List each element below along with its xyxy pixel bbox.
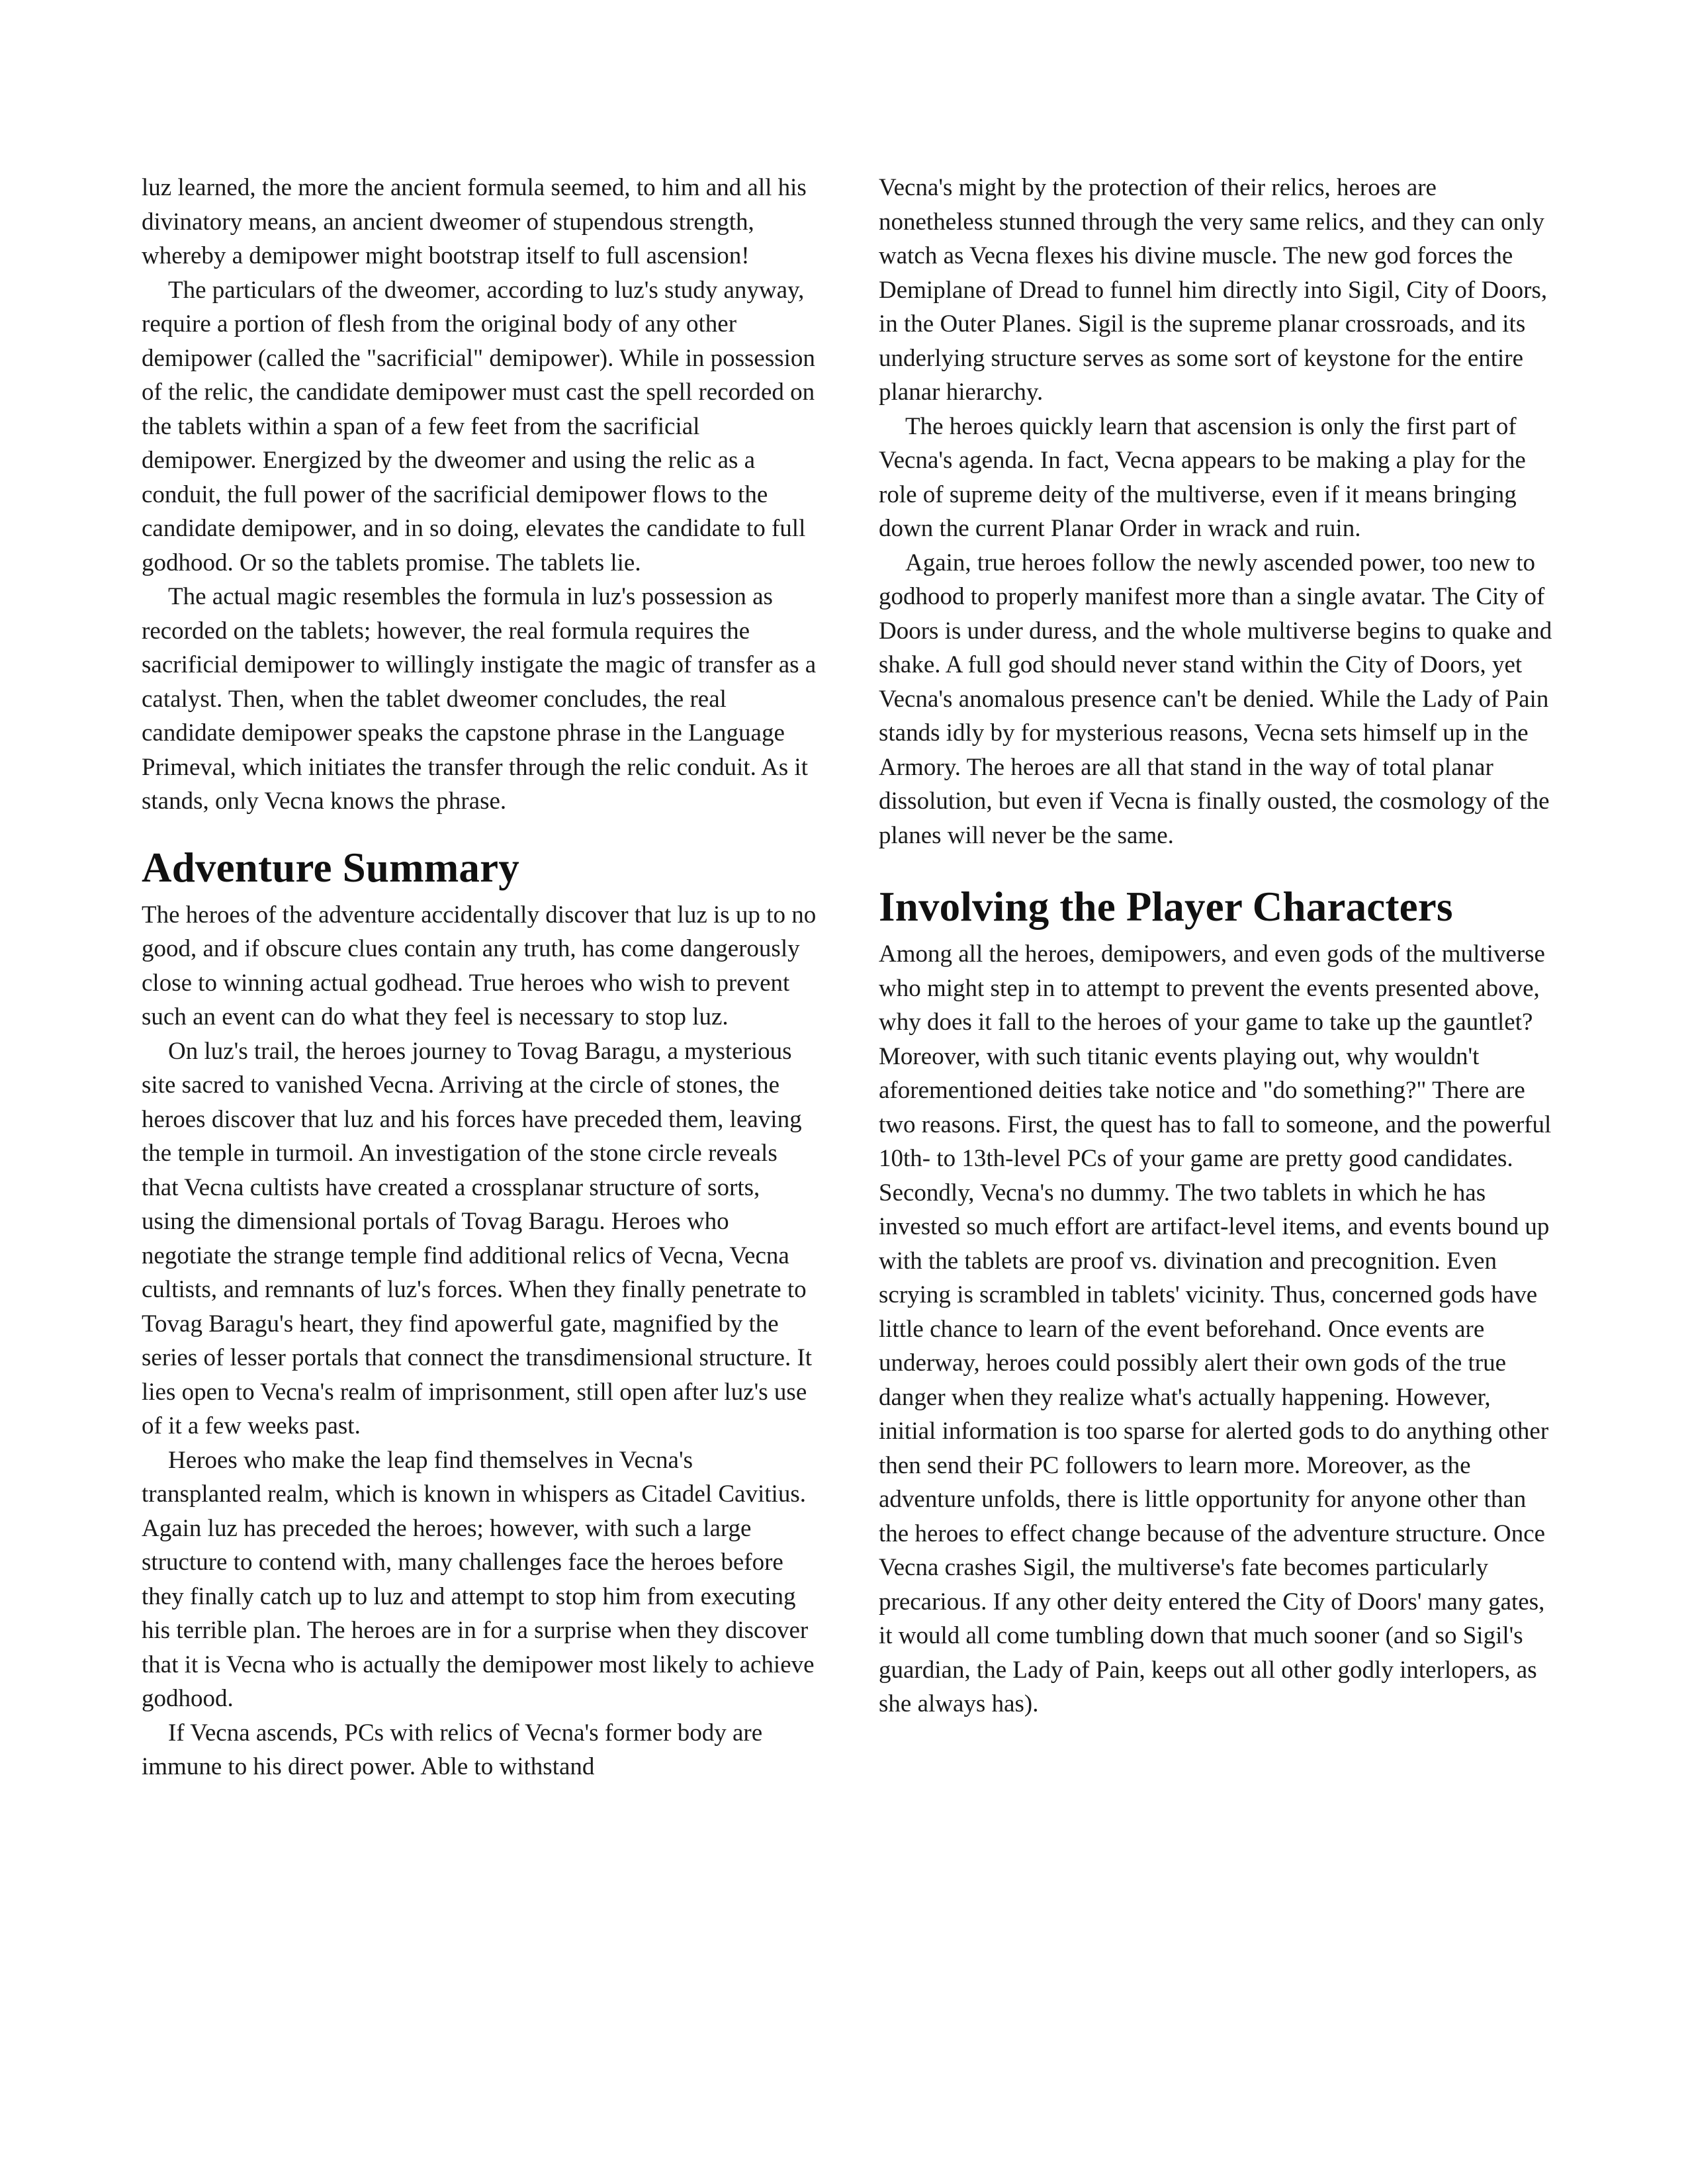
paragraph: The heroes quickly learn that ascension is only the first part of Vecna's agenda. In fact, Vecna appears to be making a play for the role of supreme deity of the multiverse, even if it means bringing down the current Planar Order in wrack and ruin.	[879, 412, 1526, 542]
paragraph: On luz's trail, the heroes journey to Tovag Baragu, a mysterious site sacred to vanished Vecna. Arriving at the circle of stones, the heroes discover that luz and his forces have preceded them, leaving the temple in turmoil. An investigation of the stone circle reveals that Vecna cultists have created a crossplanar structure of sorts, using the dimensional portals of Tovag Baragu. Heroes who negotiate the strange temple find additional relics of Vecna, Vecna cultists, and remnants of luz's forces. When they finally penetrate to Tovag Baragu's heart, they find apowerful gate, magnified by the series of lesser portals that connect the transdimensional structure. It lies open to Vecna's realm of imprisonment, still open after luz's use of it a few weeks past.	[142, 1037, 813, 1439]
paragraph: The heroes of the adventure accidentally discover that luz is up to no good, and if obscure clues contain any truth, has come dangerously close to winning actual godhead. True heroes who wish to prevent such an event can do what they feel is necessary to stop luz.	[142, 901, 817, 1030]
left-column	[142, 171, 817, 1784]
paragraph: The actual magic resembles the formula in luz's possession as recorded on the tablets; however, the real formula requires the sacrificial demipower to willingly instigate the magic of transfer as a catalyst. Then, when the tablet dweomer concludes, the real candidate demipower speaks the capstone phrase in the Language Primeval, which initiates the transfer through the relic conduit. As it stands, only Vecna knows the phrase.	[142, 583, 817, 815]
paragraph: Again, true heroes follow the newly ascended power, too new to godhood to properly manifest more than a single avatar. The City of Doors is under duress, and the whole multiverse begins to quake and shake. A full god should never stand within the City of Doors, yet Vecna's anomalous presence can't be denied. While the Lady of Pain stands idly by for mysterious reasons, Vecna sets himself up in the Armory. The heroes are all that stand in the way of total planar dissolution, but even if Vecna is finally ousted, the cosmology of the planes will never be the same.	[879, 549, 1552, 849]
paragraph: If Vecna ascends, PCs with relics of Vecna's former body are immune to his direct power. Able to withstand	[142, 1719, 763, 1780]
paragraph: The particulars of the dweomer, according to luz's study anyway, require a portion of flesh from the original body of any other demipower (called the "sacrificial" demipower). While in possession of the relic, the candidate demipower must cast the spell recorded on the tablets within a span of a few feet from the sacrificial demipower. Energized by the dweomer and using the relic as a conduit, the full power of the sacrificial demipower flows to the candidate demipower, and in so doing, elevates the candidate to full godhood. Or so the tablets promise. The tablets lie.	[142, 276, 815, 576]
paragraph: Among all the heroes, demipowers, and even gods of the multiverse who might step in to attempt to prevent the events presented above, why does it fall to the heroes of your game to take up the gauntlet? Moreover, with such titanic events playing out, why wouldn't aforementioned deities take notice and "do something?" There are two reasons. First, the quest has to fall to someone, and the powerful 10th- to 13th-level PCs of your game are pretty good candidates. Secondly, Vecna's no dummy. The two tablets in which he has invested so much effort are artifact-level items, and events bound up with the tablets are proof vs. divination and precognition. Even scrying is scrambled in tablets' vicinity. Thus, concerned gods have little chance to learn of the event beforehand. Once events are underway, heroes could possibly alert their own gods of the true danger when they realize what's actually happening. However, initial information is too sparse for alerted gods to do anything other then send their PC followers to learn more. Moreover, as the adventure unfolds, there is little opportunity for anyone other than the heroes to effect change because of the adventure structure. Once Vecna crashes Sigil, the multiverse's fate becomes particularly precarious. If any other deity entered the City of Doors' many gates, it would all come tumbling down that much sooner (and so Sigil's guardian, the Lady of Pain, keeps out all other godly interlopers, as she always has).	[879, 940, 1552, 1717]
section-heading-involving-player-characters: Involving the Player Characters	[879, 884, 1453, 930]
paragraph: Heroes who make the leap find themselves in Vecna's transplanted realm, which is known in whispers as Citadel Cavitius. Again luz has preceded the heroes; however, with such a large structure to contend with, many challenges face the heroes before they finally catch up to luz and attempt to stop him from executing his terrible plan. The heroes are in for a surprise when they discover that it is Vecna who is actually the demipower most likely to achieve godhood.	[142, 1446, 815, 1712]
paragraph: Vecna's might by the protection of their relics, heroes are nonetheless stunned through the very same relics, and they can only watch as Vecna flexes his divine muscle. The new god forces the Demiplane of Dread to funnel him directly into Sigil, City of Doors, in the Outer Planes. Sigil is the supreme planar crossroads, and its underlying structure serves as some sort of keystone for the entire planar hierarchy.	[879, 174, 1548, 406]
paragraph: luz learned, the more the ancient formula seemed, to him and all his divinatory means, an ancient dweomer of stupendous strength, whereby a demipower might bootstrap itself to full ascension!	[142, 174, 807, 269]
right-column	[879, 171, 1554, 1721]
section-heading-adventure-summary: Adventure Summary	[142, 844, 519, 891]
